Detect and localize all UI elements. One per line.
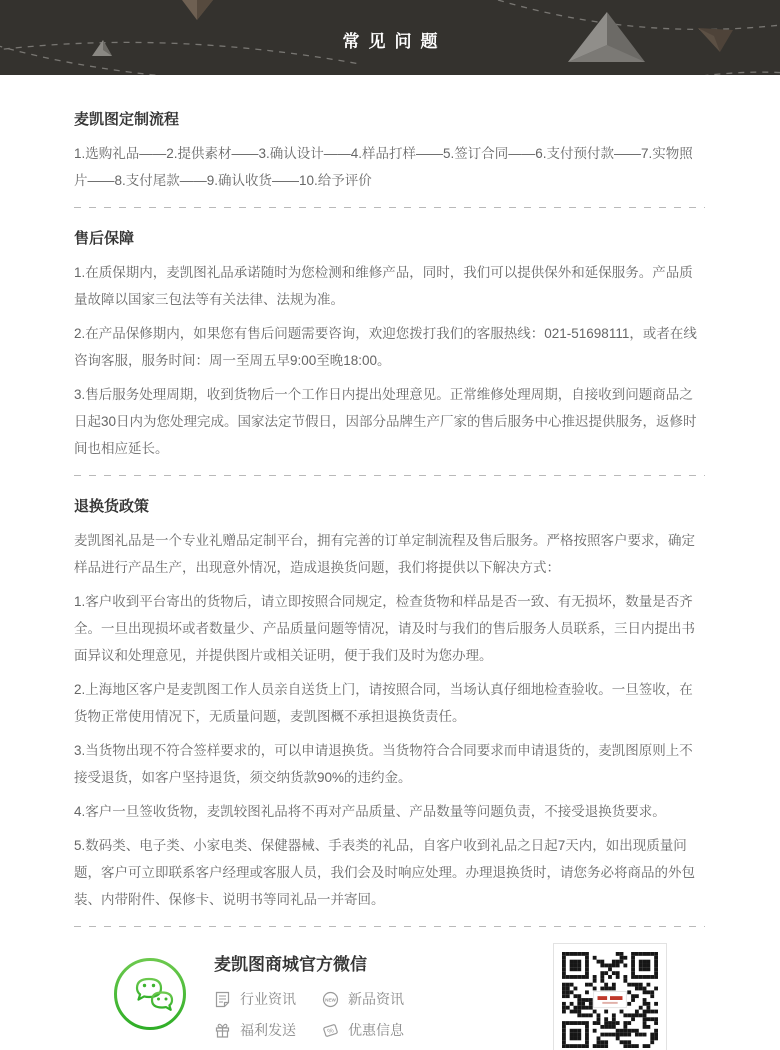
section-paragraph: 3.当货物出现不符合签样要求的，可以申请退换货。当货物符合合同要求而申请退货的，麦凯图原则上不接受退货，如客户坚持退货，须交纳货款90%的违约金。 [74, 743, 693, 785]
section-paragraph: 麦凯图礼品是一个专业礼赠品定制平台，拥有完善的订单定制流程及售后服务。严格按照客户要求，确定样品进行产品生产，出现意外情况，造成退换货问题，我们将提供以下解决方式： [74, 533, 695, 575]
wechat-info [214, 955, 404, 1040]
section-paragraph: 5.数码类、电子类、小家电类、保健器械、手表类的礼品，自客户收到礼品之日起7天内，如出现质量问题，客户可立即联系客户经理或客服人员，我们会及时响应处理。办理退换货时，请您务必将商品的外包装、内带附件、保修卡、说明书等同礼品一并寄回。 [74, 838, 695, 907]
section-after-sales [74, 208, 705, 462]
gift-icon [214, 1022, 231, 1039]
page-title: 常见问题 [342, 32, 447, 51]
coupon-icon [322, 1022, 339, 1039]
wechat-account-title: 麦凯图商城官方微信 [214, 955, 367, 974]
page-header [0, 0, 780, 75]
feature-benefits [214, 1020, 322, 1040]
news-doc-icon [214, 991, 231, 1008]
section-custom-process [74, 75, 705, 194]
section-paragraph: 2.上海地区客户是麦凯图工作人员亲自送货上门，请按照合同，当场认真仔细地检查验收。一旦签收，在货物正常使用情况下，无质量问题，麦凯图概不承担退换货责任。 [74, 682, 693, 724]
section-paragraph: 2.在产品保修期内，如果您有售后问题需要咨询，欢迎您拨打我们的客服热线：021-51698111，或者在线咨询客服，服务时间：周一至周五早9:00至晚18:00。 [74, 326, 697, 368]
feature-label: 行业资讯 [240, 991, 296, 1007]
section-paragraph: 1.选购礼品——2.提供素材——3.确认设计——4.样品打样——5.签订合同——6.支付预付款——7.实物照片——8.支付尾款——9.确认收货——10.给予评价 [74, 146, 693, 188]
dashed-divider [74, 926, 705, 927]
section-paragraph: 1.客户收到平台寄出的货物后，请立即按照合同规定，检查货物和样品是否一致、有无损坏，数量是否齐全。一旦出现损坏或者数量少、产品质量问题等情况，请及时与我们的售后服务人员联系，三日内提出书面异议和处理意见，并提供图片或相关证明，便于我们及时为您办理。 [74, 594, 695, 663]
section-heading: 退换货政策 [74, 498, 150, 515]
feature-new-products [322, 989, 404, 1009]
faq-content [0, 75, 780, 1050]
svg-text:%: % [326, 1026, 335, 1036]
new-badge-icon [322, 991, 339, 1008]
wechat-icon [113, 957, 187, 1031]
section-paragraph: 4.客户一旦签收货物，麦凯较图礼品将不再对产品质量、产品数量等问题负责，不接受退换货要求。 [74, 804, 666, 819]
section-return-policy [74, 476, 705, 913]
section-paragraph: 3.售后服务处理周期，收到货物后一个工作日内提出处理意见。正常维修处理周期，自接收到问题商品之日起30日内为您处理完成。国家法定节假日，因部分品牌生产厂家的售后服务中心推迟提供服务，返修时间也相应延长。 [74, 387, 697, 456]
wechat-qr-code [553, 943, 667, 1050]
section-heading: 售后保障 [74, 230, 135, 247]
section-paragraph: 1.在质保期内，麦凯图礼品承诺随时为您检测和维修产品，同时，我们可以提供保外和延保服务。产品质量故障以国家三包法等有关法律、法规为准。 [74, 265, 693, 307]
wechat-feature-list [214, 989, 404, 1040]
wechat-footer [74, 943, 705, 1050]
svg-text:NEW: NEW [325, 997, 336, 1003]
qr-pattern [562, 952, 658, 1048]
feature-label: 福利发送 [240, 1022, 296, 1038]
feature-industry-news [214, 989, 322, 1009]
feature-discount-info [322, 1020, 404, 1040]
section-heading: 麦凯图定制流程 [74, 111, 180, 128]
feature-label: 优惠信息 [348, 1022, 404, 1038]
feature-label: 新品资讯 [348, 991, 404, 1007]
